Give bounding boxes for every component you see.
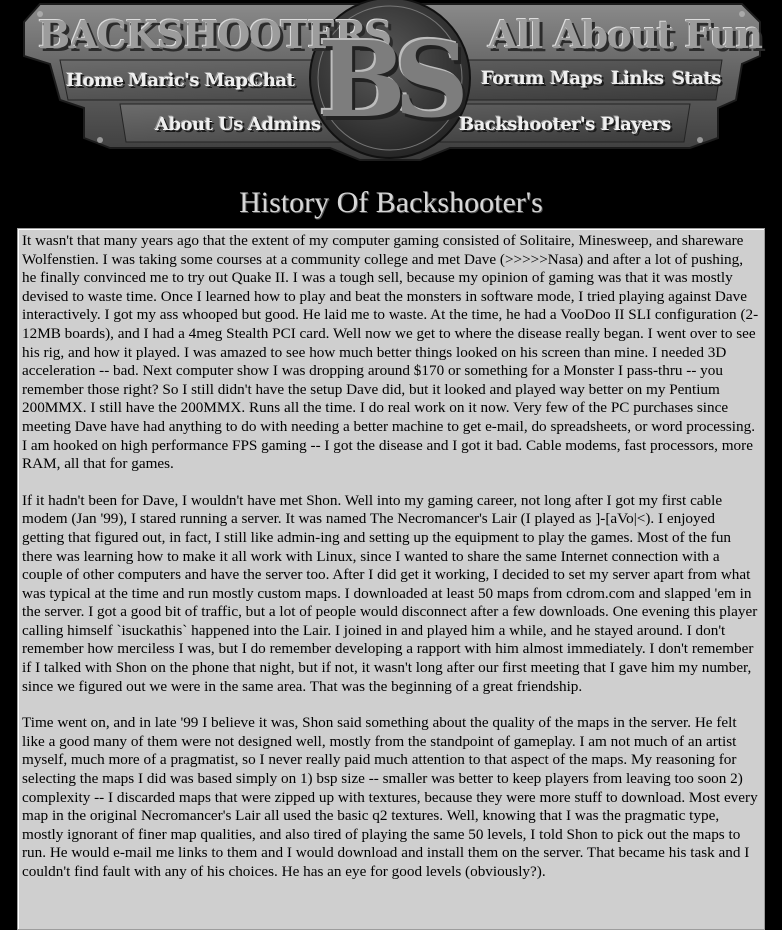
nav-forum[interactable]: Forum bbox=[481, 68, 544, 89]
nav-chat[interactable]: Chat bbox=[249, 70, 295, 91]
page-title: History Of Backshooter's bbox=[239, 186, 543, 219]
nav-marics-maps[interactable]: Maric's Maps bbox=[128, 70, 258, 91]
nav-links[interactable]: Links bbox=[611, 68, 664, 89]
nav-home[interactable]: Home bbox=[66, 70, 124, 91]
nav-backshooters-players[interactable]: Backshooter's Players bbox=[459, 114, 671, 135]
nav-maps[interactable]: Maps bbox=[550, 68, 603, 89]
history-paragraph: Time went on, and in late '99 I believe it was, Shon said something about the quality of the maps in the server. He felt like a good many of them were not designed well, mostly from the standpoint of gameplay. I am not much of an artist myself, much more of a pragmatist, so I never really paid much attention to that aspect of the maps. My reasoning for selecting the maps I did was based simply on 1) bsp size -- smaller was better to keep players from leaving too soon 2) complexity -- I discarded maps that were zipped up with textures, because they were more stuff to download. Most every map in the original Necromancer's Lair all used the basic q2 textures. Well, knowing that I was the pragmatic type, mostly ignorant of finer map qualities, and also tired of playing the same 50 levels, I told Shon to pick out the maps to run. He would e-mail me links to them and I would download and install them on the server. That became his task and I couldn't find fault with any of his choices. He has an eye for good levels (obviously?). bbox=[22, 714, 758, 880]
brand-left: BACKSHOOTERS bbox=[38, 12, 391, 57]
nav-about-us[interactable]: About Us bbox=[155, 114, 244, 135]
header-banner bbox=[0, 0, 782, 165]
nav-stats[interactable]: Stats bbox=[672, 68, 721, 89]
brand-right: All About Fun bbox=[488, 12, 762, 57]
history-paragraph: If it hadn't been for Dave, I wouldn't have met Shon. Well into my gaming career, not long after I got my first cable modem (Jan '99), I stared running a server. It was named The Necromancer's Lair (I played as ]-[aVo|<). I enjoyed getting that figured out, in fact, I still like admin-ing and setting up the equipment to play the games. Most of the fun there was learning how to make it all work with Linux, since I wanted to share the same Internet connection with a couple of other computers and have the server too. After I did get it working, I decided to set my server apart from what was typical at the time and run mostly custom maps. I downloaded at least 50 maps from cdrom.com and slapped 'em in the server. I got a good bit of traffic, but a lot of people would disconnect after a few downloads. One evening this player calling himself `isuckathis` happened into the Lair. I joined in and played him a while, and he stayed around. I don't remember how merciless I was, but I do remember developing a rapport with him almost immediately. I don't remember if I talked with Shon on the phone that night, but if not, it wasn't long after our first meeting that I gave him my number, since we figured out we were in the same area. That was the beginning of a great friendship. bbox=[22, 491, 758, 695]
bs-logo: BS bbox=[318, 18, 458, 141]
history-text bbox=[22, 232, 760, 900]
history-paragraph: It wasn't that many years ago that the extent of my computer gaming consisted of Solitaire, Minesweep, and shareware Wolfenstien. I was taking some courses at a community college and met Dave (>>>>>Nasa) and after a lot of pushing, he finally convinced me to try out Quake II. I was a tough sell, because my opinion of gaming was that it was mostly devised to waste time. Once I learned how to play and beat the monsters in software mode, I tried playing against Dave interactively. I got my ass whooped but good. He laid me to waste. At the time, he had a VooDoo II SLI configuration (2-12MB boards), and I had a 4meg Stealth PCI card. Well now we get to where the disease really began. I went over to see his rig, and how it played. I was amazed to see how much better things looked on his screen than mine. I needed 3D acceleration -- bad. Next computer show I was dropping around $170 or something for a Monster I pass-thru -- you remember those right? So I still didn't have the setup Dave did, but it looked and played way better on my Pentium 200MMX. I still have the 200MMX. Runs all the time. I do real work on it now. Very few of the PC purchases since meeting Dave have had anything to do with needing a better machine to get e-mail, do spreadsheets, or word processing. I am hooked on high performance FPS gaming -- I got the disease and I got it bad. Cable modems, fast processors, more RAM, all that for games. bbox=[22, 232, 759, 473]
nav-admins[interactable]: Admins bbox=[248, 114, 321, 135]
history-content-box bbox=[17, 228, 765, 930]
